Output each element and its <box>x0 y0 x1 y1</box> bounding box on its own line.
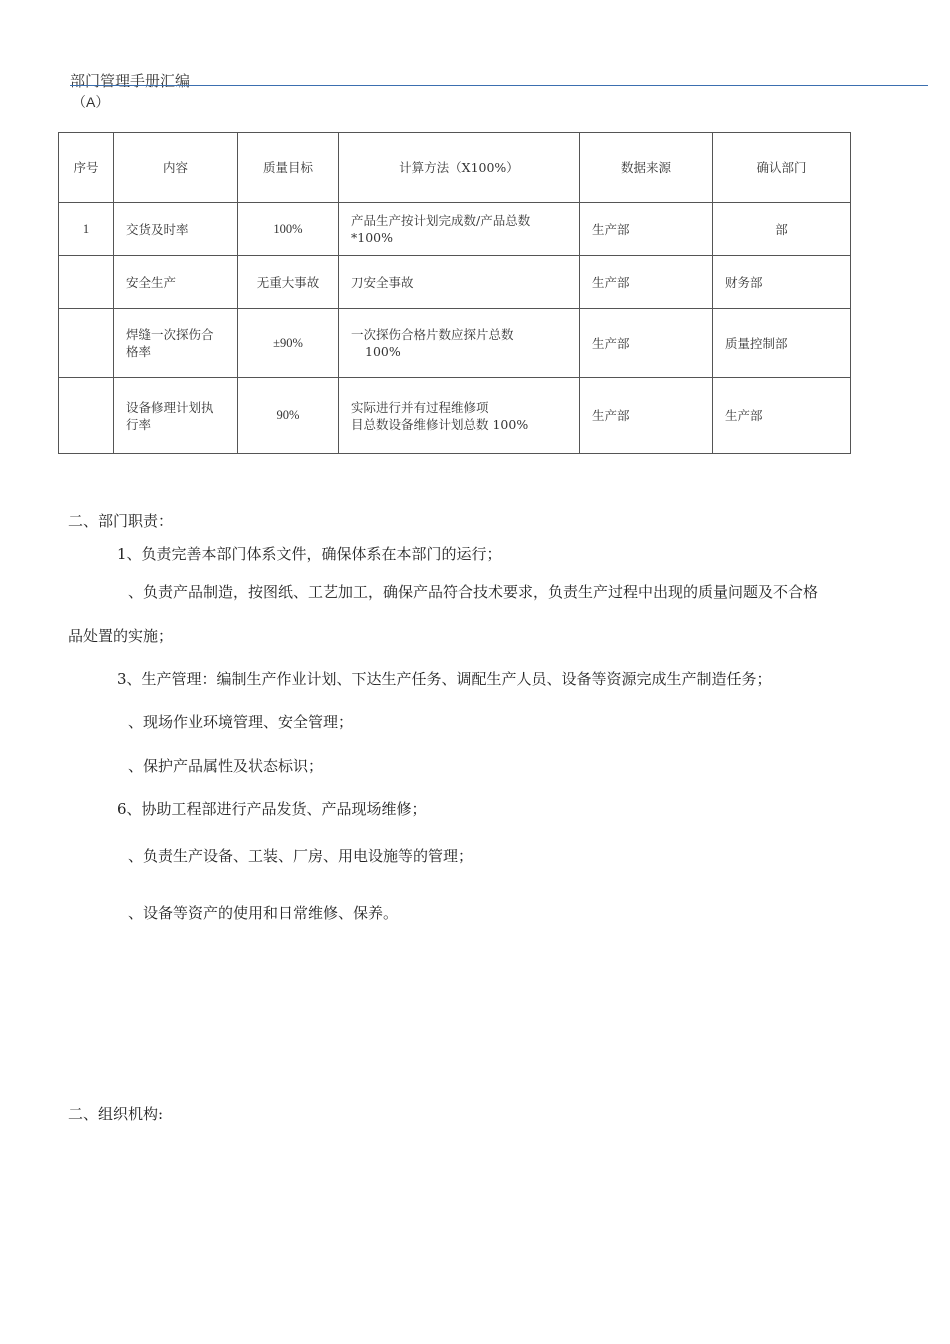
row-target: 90% <box>238 378 339 454</box>
org-heading: 二、组织机构: <box>68 1105 164 1123</box>
row-number <box>59 378 114 454</box>
row-method-line2: *100% <box>351 230 393 245</box>
row-method <box>339 309 580 378</box>
row-method <box>339 203 580 256</box>
row-source: 生产部 <box>580 256 713 309</box>
column-header: 数据来源 <box>580 133 713 203</box>
row-method-line1: 实际进行并有过程维修项 <box>351 399 489 415</box>
row-method-line2: 目总数设备维修计划总数 100% <box>351 416 529 432</box>
column-header: 质量目标 <box>238 133 339 203</box>
duty-item: 6、协助工程部进行产品发货、产品现场维修； <box>117 800 427 818</box>
column-header: 序号 <box>59 133 114 203</box>
duty-item: 3、生产管理：编制生产作业计划、下达生产任务、调配生产人员、设备等资源完成生产制造任务； <box>117 670 772 688</box>
row-content: 设备修理计划执行率 <box>114 378 238 454</box>
duty-item: 、负责生产设备、工装、厂房、用电设施等的管理； <box>128 847 474 865</box>
duty-item: 1、负责完善本部门体系文件，确保体系在本部门的运行； <box>117 545 502 563</box>
table-row <box>59 203 851 256</box>
row-dept: 部 <box>713 203 851 256</box>
row-target: 无重大事故 <box>238 256 339 309</box>
table-row <box>59 378 851 454</box>
row-content: 安全生产 <box>114 256 238 309</box>
row-source: 生产部 <box>580 378 713 454</box>
row-source: 生产部 <box>580 309 713 378</box>
duty-item: 品处置的实施； <box>68 627 174 645</box>
row-target: 100% <box>238 203 339 256</box>
row-method-line2: 100% <box>365 344 401 359</box>
column-header: 计算方法（X100%） <box>339 133 580 203</box>
row-method <box>339 256 580 309</box>
duty-item: 、现场作业环境管理、安全管理； <box>128 713 354 731</box>
row-number: 1 <box>59 203 114 256</box>
row-source: 生产部 <box>580 203 713 256</box>
row-target: ±90% <box>238 309 339 378</box>
header-subtitle: （A） <box>72 94 110 110</box>
table-row <box>59 309 851 378</box>
row-number <box>59 309 114 378</box>
row-method <box>339 378 580 454</box>
row-content: 交货及时率 <box>114 203 238 256</box>
row-dept: 生产部 <box>713 378 851 454</box>
row-method-line1: 刀安全事故 <box>351 274 414 290</box>
duty-item: 、负责产品制造，按图纸、工艺加工，确保产品符合技术要求，负责生产过程中出现的质量问题及不合格 <box>128 583 819 601</box>
row-dept: 质量控制部 <box>713 309 851 378</box>
header-title: 部门管理手册汇编 <box>70 72 191 90</box>
column-header: 内容 <box>114 133 238 203</box>
table-header-row <box>59 133 851 203</box>
row-number <box>59 256 114 309</box>
header-rule <box>70 85 928 86</box>
row-dept: 财务部 <box>713 256 851 309</box>
quality-target-table <box>58 132 851 454</box>
table-row <box>59 256 851 309</box>
row-content: 焊缝一次探伤合格率 <box>114 309 238 378</box>
row-method-line1: 一次探伤合格片数应探片总数 <box>351 327 514 342</box>
column-header: 确认部门 <box>713 133 851 203</box>
duty-item: 、保护产品属性及状态标识； <box>128 757 324 775</box>
row-method-line1: 产品生产按计划完成数/产品总数 <box>351 213 531 228</box>
duties-heading: 二、部门职责： <box>68 512 174 530</box>
duty-item: 、设备等资产的使用和日常维修、保养。 <box>128 904 399 922</box>
